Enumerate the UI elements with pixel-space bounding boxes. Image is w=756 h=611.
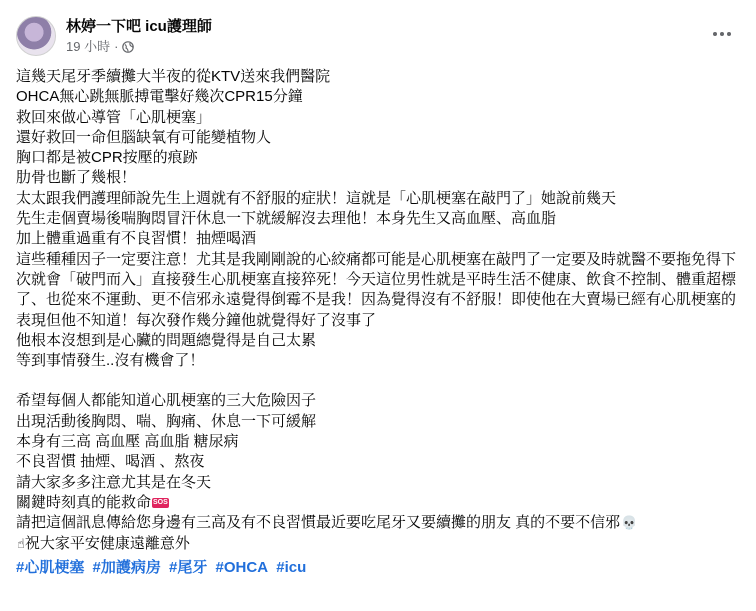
post-time[interactable]: 19 小時 (66, 39, 111, 54)
post-line: 本身有三高 高血壓 高血脂 糖尿病 (16, 433, 239, 451)
post-line: 胸口都是被CPR按壓的痕跡 (16, 149, 198, 167)
sos-emoji: SOS (153, 498, 168, 506)
hashtag[interactable]: #icu (276, 558, 307, 576)
post-line: 救回來做心導管「心肌梗塞」 (16, 108, 212, 126)
post-line: 希望每個人都能知道心肌梗塞的三大危險因子 (16, 392, 317, 410)
hashtag-row (16, 558, 744, 578)
hashtag[interactable]: #加護病房 (92, 558, 161, 576)
post-paragraph: 這些種種因子一定要注意！尤其是我剛剛說的心絞痛都可能是心肌梗塞在敲門了一定要及時就醫不要拖免得下次就會「破門而入」直接發生心肌梗塞直接猝死！今天這位男性就是平時生活不健康、飲食不控制、體重超標了、也從來不運動、更不信邪永遠覺得倒霉不是我！因為覺得沒有不舒服！即使他在大賣場已經有心肌梗塞的表現但他不知道！每次發作幾分鐘他就覺得好了沒事了 (16, 250, 737, 329)
post-line: 等到事情發生..沒有機會了！ (16, 352, 205, 370)
keyline (16, 493, 744, 513)
hashtag[interactable]: #尾牙 (169, 558, 208, 576)
hashtag[interactable]: #心肌梗塞 (16, 558, 85, 576)
skull-emoji: 💀 (621, 515, 638, 531)
wish-text: 祝大家平安健康遠離意外 (24, 534, 190, 552)
post-line: 加上體重過重有不良習慣！抽煙喝酒 (16, 230, 257, 248)
avatar[interactable] (16, 16, 56, 56)
post-subline (66, 38, 212, 55)
author-name[interactable]: 林婷一下吧 icu護理師 (66, 18, 212, 35)
post-line: 請大家多多注意尤其是在冬天 (16, 473, 212, 491)
share-text: 請把這個訊息傳給您身邊有三高及有不良習慣最近要吃尾牙又要續攤的朋友 真的不要不信邪 (16, 514, 621, 532)
post-line: 這幾天尾牙季續攤大半夜的從KTV送來我們醫院 (16, 68, 331, 85)
post-header (16, 12, 212, 60)
blank-line (16, 371, 744, 391)
post-line: OHCA無心跳無脈搏電擊好幾次CPR15分鐘 (16, 88, 303, 106)
post-line: 他根本沒想到是心臟的問題總覺得是自己太累 (16, 331, 317, 349)
hashtag[interactable]: #OHCA (215, 558, 269, 576)
share-line (16, 513, 744, 533)
post-line: 先生走個賣場後喘胸悶冒汗休息一下就緩解沒去理他！本身先生又高血壓、高血脂 (16, 210, 557, 228)
post-line: 還好救回一命但腦缺氧有可能變植物人 (16, 128, 272, 146)
keyline-text: 關鍵時刻真的能救命 (16, 493, 152, 511)
pointing-hand-emoji: ☝ (17, 535, 25, 551)
wish-line (16, 534, 744, 554)
post-body (16, 67, 744, 578)
post-meta (66, 17, 212, 55)
post-line: 出現活動後胸悶、喘、胸痛、休息一下可緩解 (16, 412, 317, 430)
globe-icon[interactable] (122, 41, 134, 53)
post-line: 太太跟我們護理師說先生上週就有不舒服的症狀！這就是「心肌梗塞在敲門了」她說前幾天 (16, 189, 617, 207)
separator: · (114, 39, 119, 54)
post-line: 不良習慣 抽煙、喝酒 、熬夜 (16, 453, 205, 471)
post-line: 肋骨也斷了幾根！ (16, 169, 137, 187)
more-options-icon[interactable] (706, 22, 738, 46)
